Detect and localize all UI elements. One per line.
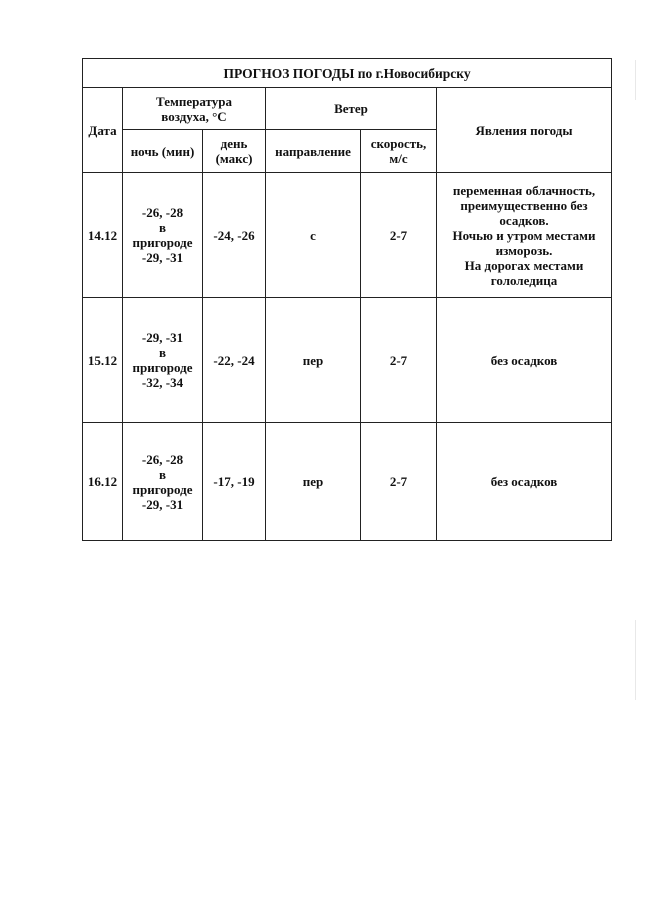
phenomena-line: гололедица xyxy=(490,272,558,288)
phenomena-line: переменная облачность, xyxy=(452,182,596,198)
night-temp-in: в xyxy=(158,220,167,235)
row-day-temp: -22, -24 xyxy=(203,298,266,423)
header-day-max xyxy=(203,130,266,173)
header-wind: Ветер xyxy=(266,88,437,130)
row-wind-direction: пер xyxy=(266,423,361,541)
phenomena-line: изморозь. xyxy=(495,242,553,258)
table-row xyxy=(83,298,612,423)
header-phenomena: Явления погоды xyxy=(437,88,612,173)
night-temp-in: в xyxy=(158,345,167,360)
night-temp-city: -26, -28 xyxy=(141,205,184,220)
row-phenomena: без осадков xyxy=(437,298,612,423)
header-speed-line2: м/с xyxy=(389,151,408,166)
table-title: ПРОГНОЗ ПОГОДЫ по г.Новосибирску xyxy=(83,59,612,88)
row-wind-direction: с xyxy=(266,173,361,298)
row-wind-speed: 2-7 xyxy=(361,423,437,541)
row-day-temp: -17, -19 xyxy=(203,423,266,541)
row-phenomena xyxy=(437,173,612,298)
night-temp-city: -26, -28 xyxy=(141,451,184,467)
night-temp-suburb-label: пригороде xyxy=(132,235,193,250)
phenomena-line: преимущественно без xyxy=(460,197,588,213)
night-temp-suburb: -29, -31 xyxy=(141,496,184,512)
table-row xyxy=(83,423,612,541)
night-temp-suburb: -32, -34 xyxy=(141,375,184,390)
header-temperature xyxy=(123,88,266,130)
row-day-temp: -24, -26 xyxy=(203,173,266,298)
header-direction: направление xyxy=(266,130,361,173)
night-temp-suburb-label: пригороде xyxy=(132,360,193,375)
weather-forecast-table xyxy=(82,58,612,541)
phenomena-line: Ночью и утром местами xyxy=(452,227,596,243)
phenomena-line: На дорогах местами xyxy=(464,257,584,273)
scan-margin-mark xyxy=(635,60,636,100)
row-night-temp xyxy=(123,423,203,541)
row-date: 14.12 xyxy=(83,173,123,298)
row-night-temp xyxy=(123,173,203,298)
night-temp-suburb: -29, -31 xyxy=(141,250,184,265)
header-day-line1: день xyxy=(220,136,248,151)
row-wind-speed: 2-7 xyxy=(361,173,437,298)
header-day-line2: (макс) xyxy=(215,151,253,166)
table-row xyxy=(83,173,612,298)
row-wind-direction: пер xyxy=(266,298,361,423)
row-date: 16.12 xyxy=(83,423,123,541)
header-night-min: ночь (мин) xyxy=(123,130,203,173)
row-night-temp xyxy=(123,298,203,423)
row-date: 15.12 xyxy=(83,298,123,423)
night-temp-in: в xyxy=(158,466,167,482)
night-temp-city: -29, -31 xyxy=(141,330,184,345)
row-wind-speed: 2-7 xyxy=(361,298,437,423)
phenomena-line: осадков. xyxy=(499,212,549,228)
header-temperature-line1: Температура xyxy=(156,93,232,109)
header-speed xyxy=(361,130,437,173)
header-date: Дата xyxy=(83,88,123,173)
header-temperature-line2: воздуха, °С xyxy=(161,108,227,124)
night-temp-suburb-label: пригороде xyxy=(132,481,193,497)
scan-margin-mark xyxy=(635,620,636,700)
header-speed-line1: скорость, xyxy=(370,136,427,151)
row-phenomena: без осадков xyxy=(437,423,612,541)
